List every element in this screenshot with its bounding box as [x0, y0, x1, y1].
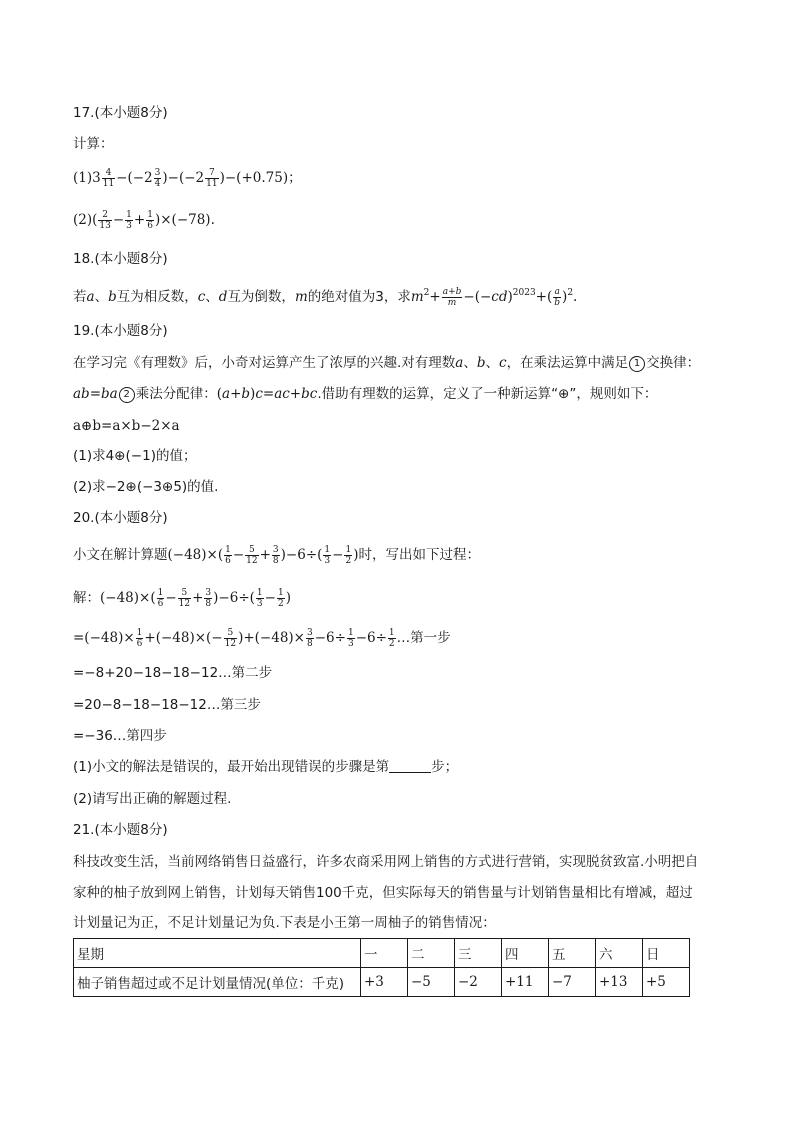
- day-cell: 日: [643, 939, 690, 968]
- day-cell: 四: [502, 939, 549, 968]
- value-cell: +3: [361, 968, 408, 997]
- table-row: [74, 939, 690, 968]
- q21-line1: 科技改变生活，当前网络销售日益盛行，许多农商采用网上销售的方式进行营销，实现脱贫致富.小明把自: [73, 854, 699, 870]
- q17-part2: (2)( $\frac{2}{13}$ − $\frac{1}{3}$ + $\frac{1}{6}$ )×(−78).: [73, 210, 215, 231]
- day-cell: 五: [549, 939, 596, 968]
- q19-sub1: (1)求4⊕(−1)的值；: [73, 448, 197, 464]
- q20-step3: =20−8−18−18−12…第三步: [73, 697, 261, 713]
- q19-line1: 在学习完《有理数》后，小奇对运算产生了浓厚的兴趣.对有理数a、b、c，在乘法运算中满足 1 交换律：: [73, 355, 701, 371]
- q21-line3: 计划量记为正，不足计划量记为负.下表是小王第一周柚子的销售情况：: [73, 915, 496, 931]
- q20-step2: =−8+20−18−18−12…第二步: [73, 665, 273, 681]
- q17-header: 17.(本小题8分): [73, 105, 168, 121]
- table-header-cell: 星期: [74, 939, 361, 968]
- table-row: [74, 968, 690, 997]
- value-cell: −2: [455, 968, 502, 997]
- table-row-label: 柚子销售超过或不足计划量情况(单位：千克): [74, 968, 361, 997]
- q19-rule: a⊕b=a×b−2×a: [73, 418, 180, 434]
- q20-intro: 小文在解计算题(−48)×( $\frac{1}{6}$ − $\frac{5}{12}$ + $\frac{3}{8}$ )−6÷( $\frac{1}{3}$ − $\frac{1}{2}$ )时，写出如下过程：: [73, 545, 480, 566]
- value-cell: +13: [596, 968, 643, 997]
- q19-header: 19.(本小题8分): [73, 323, 168, 339]
- q21-header: 21.(本小题8分): [73, 822, 168, 838]
- answer-blank: [389, 758, 431, 773]
- value-cell: +5: [643, 968, 690, 997]
- q18-header: 18.(本小题8分): [73, 251, 168, 267]
- q18-statement: 若a、b互为相反数，c、d互为倒数，m的绝对值为3，求$m^2+$ $\frac{a+b}{m}$ $-(-cd)^{2023}+$( $\frac{a}{b}$ )$^2$.: [73, 287, 578, 308]
- value-cell: −7: [549, 968, 596, 997]
- q20-sub2: (2)请写出正确的解题过程.: [73, 791, 232, 807]
- q19-sub2: (2)求−2⊕(−3⊕5)的值.: [73, 479, 219, 495]
- q17-part1: (1)3 $\frac{4}{11}$ −(−2 $\frac{3}{4}$ )−(−2 $\frac{7}{11}$ )−(+0.75)；: [73, 168, 302, 189]
- q21-line2: 家种的柚子放到网上销售，计划每天销售100千克，但实际每天的销售量与计划销售量相比有增减，超过: [73, 885, 693, 901]
- value-cell: −5: [408, 968, 455, 997]
- day-cell: 二: [408, 939, 455, 968]
- q19-line2: ab=ba 2 乘法分配律：(a+b)c=ac+bc.借助有理数的运算，定义了一种新运算“⊕”，规则如下：: [73, 386, 658, 402]
- day-cell: 六: [596, 939, 643, 968]
- value-cell: +11: [502, 968, 549, 997]
- q20-sub1: (1)小文的解法是错误的，最开始出现错误的步骤是第 步；: [73, 759, 459, 775]
- q20-step1: =(−48)× $\frac{1}{6}$ +(−48)×(− $\frac{5}{12}$ )+(−48)× $\frac{3}{8}$ −6÷ $\frac{1}{3}$ −6÷ $\frac{1}{2}$ …第一步: [73, 628, 451, 649]
- day-cell: 一: [361, 939, 408, 968]
- q17-intro: 计算：: [73, 136, 114, 152]
- day-cell: 三: [455, 939, 502, 968]
- q20-solution-start: 解：(−48)×( $\frac{1}{6}$ − $\frac{5}{12}$ + $\frac{3}{8}$ )−6÷( $\frac{1}{3}$ − $\frac{1}{2}$ ): [73, 588, 291, 609]
- sales-table: [73, 938, 690, 997]
- q20-header: 20.(本小题8分): [73, 510, 168, 526]
- q20-step4: =−36…第四步: [73, 728, 167, 744]
